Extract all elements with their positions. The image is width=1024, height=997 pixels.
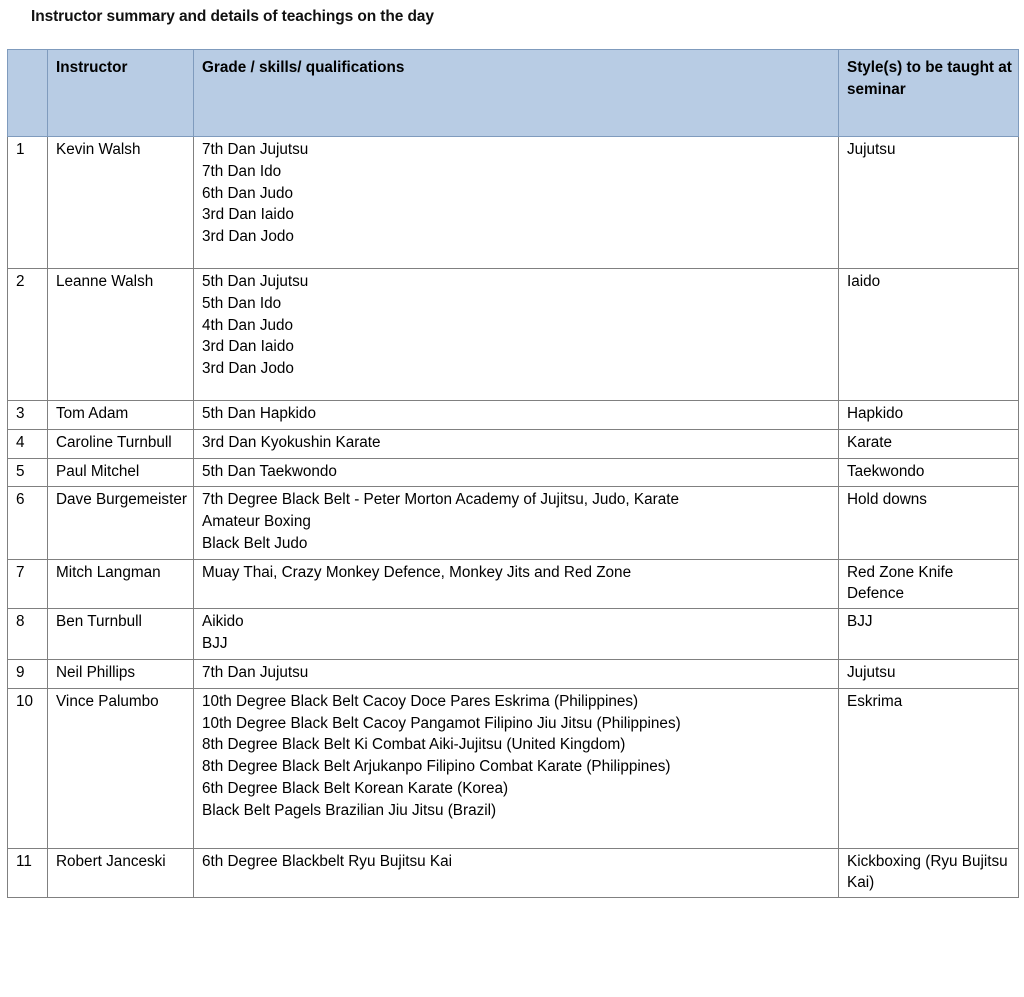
qualification-line: Black Belt Judo bbox=[202, 534, 308, 552]
instructor-name-cell: Neil Phillips bbox=[48, 659, 194, 688]
qualification-line: BJJ bbox=[202, 635, 228, 653]
style-taught-cell: BJJ bbox=[839, 609, 1019, 660]
qualification-line: 6th Degree Blackbelt Ryu Bujitsu Kai bbox=[202, 852, 452, 870]
row-number-cell: 10 bbox=[8, 688, 48, 848]
instructor-summary-table bbox=[7, 49, 1019, 898]
column-header-number bbox=[8, 50, 48, 137]
row-number-cell: 8 bbox=[8, 609, 48, 660]
row-number-cell: 2 bbox=[8, 269, 48, 401]
table-row bbox=[8, 609, 1019, 660]
style-taught-cell: Hapkido bbox=[839, 401, 1019, 430]
row-number-cell: 7 bbox=[8, 559, 48, 609]
style-taught-cell: Iaido bbox=[839, 269, 1019, 401]
grade-qualifications-cell bbox=[194, 401, 839, 430]
qualification-line: Muay Thai, Crazy Monkey Defence, Monkey Jits and Red Zone bbox=[202, 563, 632, 581]
qualification-line: 5th Dan Hapkido bbox=[202, 405, 316, 422]
grade-qualifications-cell bbox=[194, 269, 839, 401]
grade-qualifications-cell bbox=[194, 487, 839, 559]
qualification-line: Aikido bbox=[202, 613, 244, 631]
style-taught-cell: Kickboxing (Ryu Bujitsu Kai) bbox=[839, 848, 1019, 898]
row-number-cell: 4 bbox=[8, 429, 48, 458]
qualification-line: 8th Degree Black Belt Ki Combat Aiki-Jujitsu (United Kingdom) bbox=[202, 736, 626, 754]
instructor-name-cell: Vince Palumbo bbox=[48, 688, 194, 848]
qualification-line: 7th Dan Jujutsu bbox=[202, 141, 309, 158]
table-row bbox=[8, 659, 1019, 688]
grade-qualifications-cell bbox=[194, 137, 839, 269]
row-number-cell: 5 bbox=[8, 458, 48, 487]
grade-qualifications-cell bbox=[194, 458, 839, 487]
instructor-name-cell: Ben Turnbull bbox=[48, 609, 194, 660]
column-header-instructor: Instructor bbox=[48, 50, 194, 137]
grade-qualifications-cell bbox=[194, 429, 839, 458]
grade-qualifications-cell bbox=[194, 559, 839, 609]
style-taught-cell: Eskrima bbox=[839, 688, 1019, 848]
table-row bbox=[8, 401, 1019, 430]
instructor-name-cell: Robert Janceski bbox=[48, 848, 194, 898]
qualification-line: 8th Degree Black Belt Arjukanpo Filipino Combat Karate (Philippines) bbox=[202, 758, 671, 776]
instructor-name-cell: Mitch Langman bbox=[48, 559, 194, 609]
table-row bbox=[8, 559, 1019, 609]
qualification-line: 10th Degree Black Belt Cacoy Doce Pares Eskrima (Philippines) bbox=[202, 692, 639, 710]
qualification-line: 6th Degree Black Belt Korean Karate (Korea) bbox=[202, 779, 509, 797]
style-taught-cell: Red Zone Knife Defence bbox=[839, 559, 1019, 609]
page-title: Instructor summary and details of teachings on the day bbox=[31, 8, 434, 25]
qualification-line: 3rd Dan Jodo bbox=[202, 360, 294, 378]
grade-qualifications-cell bbox=[194, 659, 839, 688]
instructor-table-container bbox=[7, 49, 1018, 898]
qualification-line: 7th Degree Black Belt - Peter Morton Academy of Jujitsu, Judo, Karate bbox=[202, 491, 679, 509]
grade-qualifications-cell bbox=[194, 609, 839, 660]
column-header-grade: Grade / skills/ qualifications bbox=[194, 50, 839, 137]
qualification-line: 7th Dan Jujutsu bbox=[202, 663, 309, 681]
instructor-name-cell: Caroline Turnbull bbox=[48, 429, 194, 458]
table-row bbox=[8, 458, 1019, 487]
qualification-line: 10th Degree Black Belt Cacoy Pangamot Filipino Jiu Jitsu (Philippines) bbox=[202, 714, 681, 732]
qualification-line: 3rd Dan Iaido bbox=[202, 338, 294, 356]
qualification-line: Black Belt Pagels Brazilian Jiu Jitsu (Brazil) bbox=[202, 801, 497, 819]
column-header-style: Style(s) to be taught at seminar bbox=[839, 50, 1019, 137]
instructor-name-cell: Tom Adam bbox=[48, 401, 194, 430]
table-row bbox=[8, 848, 1019, 898]
qualification-line: 6th Dan Judo bbox=[202, 184, 293, 202]
table-row bbox=[8, 688, 1019, 848]
qualification-line: 5th Dan Taekwondo bbox=[202, 462, 337, 480]
table-body bbox=[8, 137, 1019, 898]
qualification-line: 4th Dan Judo bbox=[202, 316, 293, 334]
qualification-line: Amateur Boxing bbox=[202, 513, 311, 531]
instructor-name-cell: Leanne Walsh bbox=[48, 269, 194, 401]
qualification-line: 5th Dan Ido bbox=[202, 294, 282, 312]
qualification-line: 3rd Dan Jodo bbox=[202, 228, 294, 246]
instructor-name-cell: Paul Mitchel bbox=[48, 458, 194, 487]
qualification-line: 3rd Dan Kyokushin Karate bbox=[202, 433, 381, 451]
style-taught-cell: Jujutsu bbox=[839, 137, 1019, 269]
instructor-name-cell: Kevin Walsh bbox=[48, 137, 194, 269]
style-taught-cell: Karate bbox=[839, 429, 1019, 458]
row-number-cell: 6 bbox=[8, 487, 48, 559]
style-taught-cell: Jujutsu bbox=[839, 659, 1019, 688]
qualification-line: 3rd Dan Iaido bbox=[202, 206, 294, 224]
grade-qualifications-cell bbox=[194, 688, 839, 848]
table-row bbox=[8, 487, 1019, 559]
table-row bbox=[8, 429, 1019, 458]
row-number-cell: 9 bbox=[8, 659, 48, 688]
qualification-line: 7th Dan Ido bbox=[202, 162, 282, 180]
table-row bbox=[8, 269, 1019, 401]
style-taught-cell: Hold downs bbox=[839, 487, 1019, 559]
row-number-cell: 11 bbox=[8, 848, 48, 898]
table-header-row bbox=[8, 50, 1019, 137]
row-number-cell: 3 bbox=[8, 401, 48, 430]
grade-qualifications-cell bbox=[194, 848, 839, 898]
qualification-line: 5th Dan Jujutsu bbox=[202, 273, 309, 290]
row-number-cell: 1 bbox=[8, 137, 48, 269]
table-row bbox=[8, 137, 1019, 269]
table-header bbox=[8, 50, 1019, 137]
style-taught-cell: Taekwondo bbox=[839, 458, 1019, 487]
instructor-name-cell: Dave Burgemeister bbox=[48, 487, 194, 559]
